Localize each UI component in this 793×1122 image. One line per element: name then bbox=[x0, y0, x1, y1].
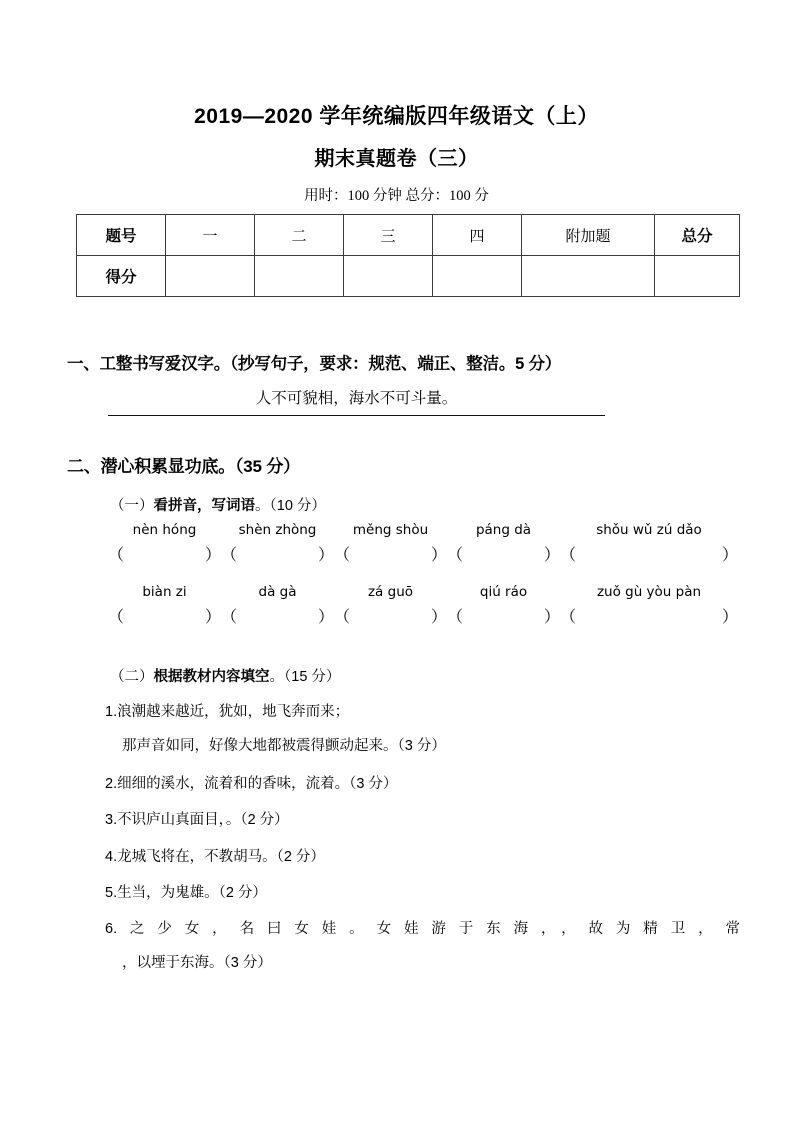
answer-bracket-2-3[interactable] bbox=[334, 602, 447, 632]
exam-meta-info: 用时：100 分钟 总分：100 分 bbox=[304, 188, 489, 204]
pinyin-1-5: shǒu wǔ zú dǎo bbox=[596, 522, 702, 538]
bracket-right-icon: ） bbox=[430, 609, 447, 626]
fill-item-5[interactable]: 5.生当，为鬼雄。（2 分） bbox=[105, 885, 267, 901]
score-cell-1[interactable] bbox=[166, 256, 255, 297]
bracket-right-icon: ） bbox=[721, 547, 738, 564]
page-subtitle: 期末真题卷（三） bbox=[314, 148, 479, 170]
pinyin-1-4: páng dà bbox=[475, 522, 532, 538]
answer-bracket-1-5[interactable] bbox=[560, 540, 738, 570]
score-table-col-4: 四 bbox=[433, 215, 522, 256]
bracket-right-icon: ） bbox=[721, 609, 738, 626]
pinyin-2-1: biàn zi bbox=[142, 584, 187, 600]
bracket-left-icon: （ bbox=[560, 609, 577, 626]
bracket-left-icon: （ bbox=[221, 609, 238, 626]
score-table-col-3: 三 bbox=[344, 215, 433, 256]
table-row-score bbox=[77, 256, 740, 297]
bracket-left-icon: （ bbox=[108, 547, 125, 564]
bracket-right-icon: ） bbox=[317, 547, 334, 564]
pinyin-block-row-1 bbox=[108, 522, 738, 570]
pinyin-row bbox=[108, 584, 738, 600]
bracket-right-icon: ） bbox=[543, 609, 560, 626]
pinyin-block-row-2 bbox=[108, 584, 738, 632]
pinyin-1-3: měng shòu bbox=[352, 522, 429, 538]
fill-item-1-continuation[interactable]: 那声音如同，好像大地都被震得颤动起来。（3 分） bbox=[122, 738, 446, 754]
pinyin-2-3: zá guō bbox=[367, 584, 414, 600]
pinyin-1-2: shèn zhòng bbox=[238, 522, 317, 538]
fill-item-6-continuation[interactable]: ，以堙于东海。（3 分） bbox=[122, 955, 272, 971]
pinyin-1-1: nèn hóng bbox=[132, 522, 197, 538]
bracket-right-icon: ） bbox=[317, 609, 334, 626]
answer-bracket-2-1[interactable] bbox=[108, 602, 221, 632]
score-table-row-label: 题号 bbox=[77, 215, 166, 256]
score-cell-total[interactable] bbox=[655, 256, 740, 297]
fill-item-6[interactable]: 6.之少女，名曰女娃。女娃游于东海，，故为精卫，常 bbox=[105, 921, 740, 937]
answer-bracket-row-2 bbox=[108, 602, 738, 632]
fill-item-2[interactable]: 2.细细的溪水，流着和的香味，流着。（3 分） bbox=[105, 776, 398, 792]
bracket-left-icon: （ bbox=[334, 609, 351, 626]
bracket-left-icon: （ bbox=[447, 609, 464, 626]
pinyin-row bbox=[108, 522, 738, 538]
bracket-right-icon: ） bbox=[204, 547, 221, 564]
bracket-right-icon: ） bbox=[430, 547, 447, 564]
subsection-1-suffix: 。（10 分） bbox=[255, 498, 326, 514]
subsection-2-heading bbox=[110, 665, 340, 686]
subsection-1-heading bbox=[110, 494, 326, 515]
subsection-2-suffix: 。（15 分） bbox=[269, 669, 341, 685]
fill-item-4[interactable]: 4.龙城飞将在，不教胡马。（2 分） bbox=[105, 849, 325, 865]
bracket-left-icon: （ bbox=[560, 547, 577, 564]
answer-bracket-1-1[interactable] bbox=[108, 540, 221, 570]
score-table-col-1: 一 bbox=[166, 215, 255, 256]
subsection-2-bold: 根据教材内容填空 bbox=[153, 669, 270, 685]
subsection-1-prefix: （一） bbox=[110, 498, 154, 514]
bracket-right-icon: ） bbox=[543, 547, 560, 564]
score-table bbox=[76, 214, 740, 297]
score-cell-extra[interactable] bbox=[522, 256, 655, 297]
copy-sentence-text: 人不可貌相，海水不可斗量。 bbox=[255, 390, 458, 407]
handwriting-rule-line[interactable] bbox=[108, 415, 605, 416]
pinyin-2-4: qiú ráo bbox=[479, 584, 528, 600]
subsection-1-bold: 看拼音，写词语 bbox=[153, 498, 255, 514]
section-2-heading: 二、潜心积累显功底。（35 分） bbox=[67, 457, 300, 476]
answer-bracket-row-1 bbox=[108, 540, 738, 570]
pinyin-2-5: zuǒ gù yòu pàn bbox=[596, 584, 702, 600]
score-table-col-2: 二 bbox=[255, 215, 344, 256]
bracket-right-icon: ） bbox=[204, 609, 221, 626]
answer-bracket-1-2[interactable] bbox=[221, 540, 334, 570]
score-cell-4[interactable] bbox=[433, 256, 522, 297]
section-1-heading: 一、工整书写爱汉字。（抄写句子，要求：规范、端正、整洁。5 分） bbox=[67, 355, 562, 373]
fill-item-3[interactable]: 3.不识庐山真面目，。（2 分） bbox=[105, 812, 289, 828]
fill-item-1[interactable]: 1.浪潮越来越近，犹如，地飞奔而来； bbox=[105, 704, 350, 720]
subsection-2-prefix: （二） bbox=[110, 669, 154, 685]
answer-bracket-2-4[interactable] bbox=[447, 602, 560, 632]
score-cell-2[interactable] bbox=[255, 256, 344, 297]
score-cell-3[interactable] bbox=[344, 256, 433, 297]
answer-bracket-1-3[interactable] bbox=[334, 540, 447, 570]
answer-bracket-2-5[interactable] bbox=[560, 602, 738, 632]
answer-bracket-1-4[interactable] bbox=[447, 540, 560, 570]
bracket-left-icon: （ bbox=[108, 609, 125, 626]
page-title: 2019—2020 学年统编版四年级语文（上） bbox=[194, 105, 599, 128]
bracket-left-icon: （ bbox=[221, 547, 238, 564]
table-row-header bbox=[77, 215, 740, 256]
bracket-left-icon: （ bbox=[334, 547, 351, 564]
score-table-score-label: 得分 bbox=[77, 256, 166, 297]
score-table-col-total: 总分 bbox=[655, 215, 740, 256]
bracket-left-icon: （ bbox=[447, 547, 464, 564]
pinyin-2-2: dà gà bbox=[258, 584, 297, 600]
answer-bracket-2-2[interactable] bbox=[221, 602, 334, 632]
score-table-col-extra: 附加题 bbox=[522, 215, 655, 256]
